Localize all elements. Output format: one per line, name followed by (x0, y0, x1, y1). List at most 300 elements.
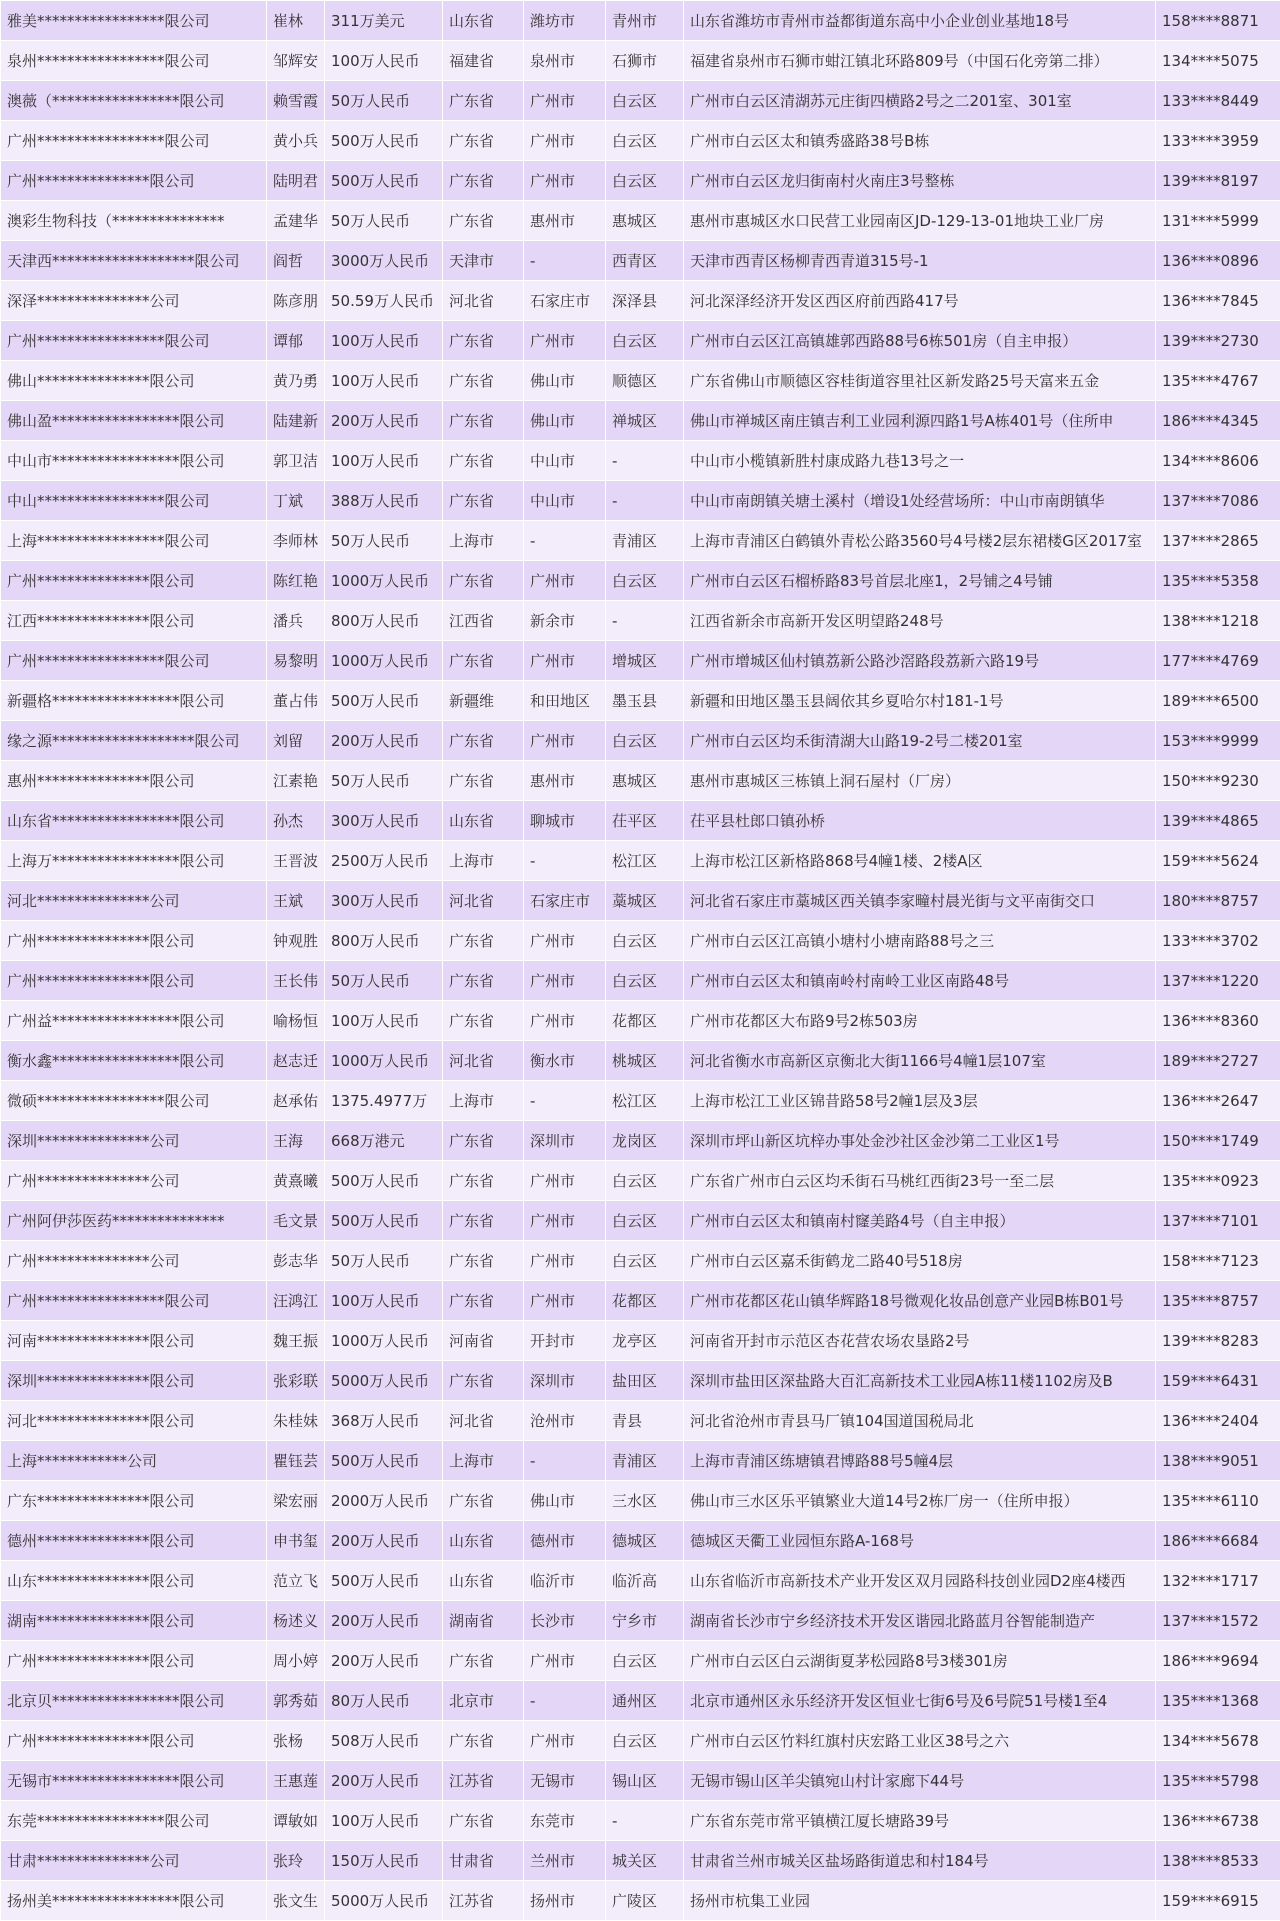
address-cell: 天津市西青区杨柳青西青道315号-1 (684, 241, 1156, 281)
company-name-cell: 广州***************限公司 (1, 161, 267, 201)
district-cell: 白云区 (606, 721, 684, 761)
province-cell: 广东省 (443, 921, 524, 961)
table-row (1, 921, 1280, 961)
company-name-cell: 新疆格*****************限公司 (1, 681, 267, 721)
company-name-cell: 广州*****************限公司 (1, 321, 267, 361)
legal-rep-cell: 范立飞 (267, 1561, 325, 1601)
legal-rep-cell: 赵承佑 (267, 1081, 325, 1121)
table-row (1, 121, 1280, 161)
legal-rep-cell: 李师林 (267, 521, 325, 561)
address-cell: 中山市南朗镇关塘土溪村（增设1处经营场所：中山市南朗镇华 (684, 481, 1156, 521)
phone-cell: 135****1368 (1156, 1681, 1280, 1721)
company-name-cell: 天津西*******************限公司 (1, 241, 267, 281)
legal-rep-cell: 崔林 (267, 1, 325, 41)
company-name-cell: 江西***************限公司 (1, 601, 267, 641)
company-name-cell: 广州***************限公司 (1, 961, 267, 1001)
table-row (1, 1721, 1280, 1761)
address-cell: 广州市白云区竹料红旗村庆宏路工业区38号之六 (684, 1721, 1156, 1761)
city-cell: 广州市 (524, 1201, 606, 1241)
district-cell: 惠城区 (606, 761, 684, 801)
company-name-cell: 缘之源*******************限公司 (1, 721, 267, 761)
phone-cell: 159****5624 (1156, 841, 1280, 881)
phone-cell: 134****5678 (1156, 1721, 1280, 1761)
legal-rep-cell: 江素艳 (267, 761, 325, 801)
district-cell: 龙亭区 (606, 1321, 684, 1361)
table-row (1, 801, 1280, 841)
province-cell: 新疆维 (443, 681, 524, 721)
company-name-cell: 深圳***************公司 (1, 1121, 267, 1161)
address-cell: 河北省沧州市青县马厂镇104国道国税局北 (684, 1401, 1156, 1441)
district-cell: 通州区 (606, 1681, 684, 1721)
legal-rep-cell: 谭敏如 (267, 1801, 325, 1841)
city-cell: 广州市 (524, 1641, 606, 1681)
address-cell: 广州市白云区龙归街南村火南庄3号整栋 (684, 161, 1156, 201)
district-cell: 德城区 (606, 1521, 684, 1561)
phone-cell: 158****7123 (1156, 1241, 1280, 1281)
legal-rep-cell: 丁斌 (267, 481, 325, 521)
address-cell: 广州市花都区花山镇华辉路18号微观化妆品创意产业园B栋B01号 (684, 1281, 1156, 1321)
legal-rep-cell: 张彩联 (267, 1361, 325, 1401)
company-name-cell: 广州***************公司 (1, 1241, 267, 1281)
phone-cell: 180****8757 (1156, 881, 1280, 921)
city-cell: - (524, 1081, 606, 1121)
city-cell: 衡水市 (524, 1041, 606, 1081)
table-row (1, 681, 1280, 721)
legal-rep-cell: 黄乃勇 (267, 361, 325, 401)
address-cell: 广州市白云区太和镇南村窿美路4号（自主申报） (684, 1201, 1156, 1241)
address-cell: 广东省东莞市常平镇横江厦长塘路39号 (684, 1801, 1156, 1841)
registered-capital-cell: 500万人民币 (325, 1161, 443, 1201)
city-cell: 广州市 (524, 561, 606, 601)
registered-capital-cell: 50万人民币 (325, 81, 443, 121)
province-cell: 北京市 (443, 1681, 524, 1721)
city-cell: 长沙市 (524, 1601, 606, 1641)
district-cell: - (606, 441, 684, 481)
city-cell: 广州市 (524, 1281, 606, 1321)
phone-cell: 135****4767 (1156, 361, 1280, 401)
registered-capital-cell: 668万港元 (325, 1121, 443, 1161)
registered-capital-cell: 3000万人民币 (325, 241, 443, 281)
legal-rep-cell: 黄小兵 (267, 121, 325, 161)
table-row (1, 1001, 1280, 1041)
province-cell: 福建省 (443, 41, 524, 81)
province-cell: 广东省 (443, 1801, 524, 1841)
province-cell: 江苏省 (443, 1761, 524, 1801)
legal-rep-cell: 陈红艳 (267, 561, 325, 601)
address-cell: 无锡市锡山区羊尖镇宛山村计家廊下44号 (684, 1761, 1156, 1801)
registered-capital-cell: 508万人民币 (325, 1721, 443, 1761)
city-cell: 聊城市 (524, 801, 606, 841)
company-name-cell: 佛山盈*****************限公司 (1, 401, 267, 441)
district-cell: 龙岗区 (606, 1121, 684, 1161)
company-name-cell: 广州*****************限公司 (1, 1281, 267, 1321)
province-cell: 广东省 (443, 401, 524, 441)
city-cell: - (524, 1681, 606, 1721)
company-name-cell: 雅美*****************限公司 (1, 1, 267, 41)
province-cell: 山东省 (443, 801, 524, 841)
registered-capital-cell: 1000万人民币 (325, 561, 443, 601)
city-cell: 佛山市 (524, 1481, 606, 1521)
district-cell: 深泽县 (606, 281, 684, 321)
phone-cell: 136****7845 (1156, 281, 1280, 321)
address-cell: 河北省石家庄市藁城区西关镇李家疃村晨光街与文平南街交口 (684, 881, 1156, 921)
city-cell: 新余市 (524, 601, 606, 641)
table-row (1, 281, 1280, 321)
district-cell: 白云区 (606, 1721, 684, 1761)
registered-capital-cell: 100万人民币 (325, 1001, 443, 1041)
province-cell: 江苏省 (443, 1881, 524, 1921)
company-name-cell: 广州益*****************限公司 (1, 1001, 267, 1041)
registered-capital-cell: 2500万人民币 (325, 841, 443, 881)
registered-capital-cell: 100万人民币 (325, 1281, 443, 1321)
province-cell: 广东省 (443, 121, 524, 161)
company-name-cell: 上海************公司 (1, 1441, 267, 1481)
legal-rep-cell: 张杨 (267, 1721, 325, 1761)
address-cell: 茌平县杜郎口镇孙桥 (684, 801, 1156, 841)
province-cell: 广东省 (443, 1641, 524, 1681)
phone-cell: 137****2865 (1156, 521, 1280, 561)
city-cell: 深圳市 (524, 1361, 606, 1401)
address-cell: 中山市小榄镇新胜村康成路九巷13号之一 (684, 441, 1156, 481)
phone-cell: 137****7086 (1156, 481, 1280, 521)
registered-capital-cell: 388万人民币 (325, 481, 443, 521)
province-cell: 广东省 (443, 321, 524, 361)
city-cell: 广州市 (524, 961, 606, 1001)
province-cell: 广东省 (443, 761, 524, 801)
legal-rep-cell: 刘留 (267, 721, 325, 761)
legal-rep-cell: 阎哲 (267, 241, 325, 281)
city-cell: 惠州市 (524, 761, 606, 801)
table-row (1, 1601, 1280, 1641)
province-cell: 广东省 (443, 721, 524, 761)
company-name-cell: 惠州***************限公司 (1, 761, 267, 801)
address-cell: 湖南省长沙市宁乡经济技术开发区谐园北路蓝月谷智能制造产 (684, 1601, 1156, 1641)
address-cell: 福建省泉州市石狮市蚶江镇北环路809号（中国石化旁第二排） (684, 41, 1156, 81)
city-cell: 无锡市 (524, 1761, 606, 1801)
table-row (1, 601, 1280, 641)
city-cell: 广州市 (524, 81, 606, 121)
district-cell: 白云区 (606, 1241, 684, 1281)
table-row (1, 1441, 1280, 1481)
table-row (1, 1841, 1280, 1881)
province-cell: 广东省 (443, 961, 524, 1001)
legal-rep-cell: 喻杨恒 (267, 1001, 325, 1041)
phone-cell: 136****8360 (1156, 1001, 1280, 1041)
table-row (1, 1481, 1280, 1521)
phone-cell: 131****5999 (1156, 201, 1280, 241)
registered-capital-cell: 200万人民币 (325, 1641, 443, 1681)
city-cell: - (524, 841, 606, 881)
company-name-cell: 泉州*****************限公司 (1, 41, 267, 81)
registered-capital-cell: 100万人民币 (325, 441, 443, 481)
address-cell: 广州市白云区清湖苏元庄街四横路2号之二201室、301室 (684, 81, 1156, 121)
legal-rep-cell: 王斌 (267, 881, 325, 921)
phone-cell: 139****8197 (1156, 161, 1280, 201)
legal-rep-cell: 杨述义 (267, 1601, 325, 1641)
registered-capital-cell: 500万人民币 (325, 681, 443, 721)
province-cell: 广东省 (443, 1281, 524, 1321)
city-cell: 和田地区 (524, 681, 606, 721)
province-cell: 河北省 (443, 281, 524, 321)
province-cell: 上海市 (443, 1081, 524, 1121)
registered-capital-cell: 50万人民币 (325, 521, 443, 561)
phone-cell: 137****7101 (1156, 1201, 1280, 1241)
registered-capital-cell: 150万人民币 (325, 1841, 443, 1881)
address-cell: 广东省广州市白云区均禾街石马桃红西街23号一至二层 (684, 1161, 1156, 1201)
company-name-cell: 衡水鑫*****************限公司 (1, 1041, 267, 1081)
province-cell: 上海市 (443, 841, 524, 881)
table-body (1, 1, 1280, 1921)
district-cell: 藁城区 (606, 881, 684, 921)
district-cell: 白云区 (606, 321, 684, 361)
district-cell: - (606, 481, 684, 521)
city-cell: 广州市 (524, 161, 606, 201)
province-cell: 广东省 (443, 561, 524, 601)
address-cell: 河北深泽经济开发区西区府前西路417号 (684, 281, 1156, 321)
city-cell: 沧州市 (524, 1401, 606, 1441)
registered-capital-cell: 1375.4977万 (325, 1081, 443, 1121)
company-name-cell: 深圳***************限公司 (1, 1361, 267, 1401)
phone-cell: 186****9694 (1156, 1641, 1280, 1681)
phone-cell: 132****1717 (1156, 1561, 1280, 1601)
province-cell: 上海市 (443, 521, 524, 561)
legal-rep-cell: 毛文景 (267, 1201, 325, 1241)
district-cell: 桃城区 (606, 1041, 684, 1081)
legal-rep-cell: 郭秀茹 (267, 1681, 325, 1721)
registered-capital-cell: 1000万人民币 (325, 1321, 443, 1361)
district-cell: 花都区 (606, 1281, 684, 1321)
table-row (1, 1761, 1280, 1801)
district-cell: - (606, 601, 684, 641)
province-cell: 山东省 (443, 1, 524, 41)
table-row (1, 961, 1280, 1001)
city-cell: 广州市 (524, 921, 606, 961)
district-cell: 临沂高 (606, 1561, 684, 1601)
registered-capital-cell: 1000万人民币 (325, 1041, 443, 1081)
table-row (1, 1361, 1280, 1401)
registered-capital-cell: 2000万人民币 (325, 1481, 443, 1521)
address-cell: 北京市通州区永乐经济开发区恒业七街6号及6号院51号楼1至4 (684, 1681, 1156, 1721)
legal-rep-cell: 梁宏丽 (267, 1481, 325, 1521)
phone-cell: 186****4345 (1156, 401, 1280, 441)
district-cell: 白云区 (606, 1161, 684, 1201)
province-cell: 河北省 (443, 1401, 524, 1441)
registered-capital-cell: 800万人民币 (325, 601, 443, 641)
address-cell: 广州市白云区江高镇雄郭西路88号6栋501房（自主申报） (684, 321, 1156, 361)
city-cell: 东莞市 (524, 1801, 606, 1841)
city-cell: 广州市 (524, 1241, 606, 1281)
phone-cell: 133****8449 (1156, 81, 1280, 121)
table-row (1, 1081, 1280, 1121)
registered-capital-cell: 100万人民币 (325, 321, 443, 361)
legal-rep-cell: 瞿钰芸 (267, 1441, 325, 1481)
phone-cell: 138****8533 (1156, 1841, 1280, 1881)
phone-cell: 153****9999 (1156, 721, 1280, 761)
phone-cell: 135****8757 (1156, 1281, 1280, 1321)
legal-rep-cell: 周小婷 (267, 1641, 325, 1681)
legal-rep-cell: 孙杰 (267, 801, 325, 841)
company-name-cell: 广州***************限公司 (1, 1641, 267, 1681)
company-name-cell: 湖南***************限公司 (1, 1601, 267, 1641)
legal-rep-cell: 邹辉安 (267, 41, 325, 81)
phone-cell: 189****6500 (1156, 681, 1280, 721)
table-row (1, 1, 1280, 41)
district-cell: - (606, 1801, 684, 1841)
registered-capital-cell: 50万人民币 (325, 761, 443, 801)
table-row (1, 361, 1280, 401)
province-cell: 广东省 (443, 1001, 524, 1041)
province-cell: 山东省 (443, 1561, 524, 1601)
registered-capital-cell: 50.59万人民币 (325, 281, 443, 321)
city-cell: 德州市 (524, 1521, 606, 1561)
registered-capital-cell: 1000万人民币 (325, 641, 443, 681)
district-cell: 西青区 (606, 241, 684, 281)
registered-capital-cell: 80万人民币 (325, 1681, 443, 1721)
phone-cell: 135****0923 (1156, 1161, 1280, 1201)
table-row (1, 1201, 1280, 1241)
phone-cell: 159****6431 (1156, 1361, 1280, 1401)
phone-cell: 138****9051 (1156, 1441, 1280, 1481)
registered-capital-cell: 5000万人民币 (325, 1881, 443, 1921)
company-name-cell: 深泽***************公司 (1, 281, 267, 321)
legal-rep-cell: 潘兵 (267, 601, 325, 641)
company-name-cell: 微硕*****************限公司 (1, 1081, 267, 1121)
province-cell: 广东省 (443, 1201, 524, 1241)
legal-rep-cell: 陆明君 (267, 161, 325, 201)
registered-capital-cell: 200万人民币 (325, 721, 443, 761)
province-cell: 广东省 (443, 641, 524, 681)
address-cell: 甘肃省兰州市城关区盐场路街道忠和村184号 (684, 1841, 1156, 1881)
phone-cell: 136****6738 (1156, 1801, 1280, 1841)
address-cell: 江西省新余市高新开发区明望路248号 (684, 601, 1156, 641)
table-row (1, 401, 1280, 441)
phone-cell: 136****2647 (1156, 1081, 1280, 1121)
address-cell: 广州市白云区嘉禾街鹤龙二路40号518房 (684, 1241, 1156, 1281)
address-cell: 广州市花都区大布路9号2栋503房 (684, 1001, 1156, 1041)
province-cell: 广东省 (443, 161, 524, 201)
city-cell: - (524, 1441, 606, 1481)
legal-rep-cell: 陈彦朋 (267, 281, 325, 321)
phone-cell: 134****8606 (1156, 441, 1280, 481)
legal-rep-cell: 赵志迁 (267, 1041, 325, 1081)
table-row (1, 521, 1280, 561)
city-cell: 广州市 (524, 1721, 606, 1761)
address-cell: 山东省潍坊市青州市益都街道东高中小企业创业基地18号 (684, 1, 1156, 41)
table-row (1, 1681, 1280, 1721)
city-cell: - (524, 521, 606, 561)
province-cell: 广东省 (443, 1121, 524, 1161)
registered-capital-cell: 50万人民币 (325, 1241, 443, 1281)
district-cell: 白云区 (606, 1201, 684, 1241)
phone-cell: 139****4865 (1156, 801, 1280, 841)
phone-cell: 137****1220 (1156, 961, 1280, 1001)
registered-capital-cell: 500万人民币 (325, 1441, 443, 1481)
company-name-cell: 广州阿伊莎医药*************** (1, 1201, 267, 1241)
address-cell: 广州市白云区均禾街清湖大山路19-2号二楼201室 (684, 721, 1156, 761)
company-name-cell: 德州***************限公司 (1, 1521, 267, 1561)
district-cell: 白云区 (606, 961, 684, 1001)
table-row (1, 1561, 1280, 1601)
address-cell: 新疆和田地区墨玉县阔依其乡夏哈尔村181-1号 (684, 681, 1156, 721)
address-cell: 惠州市惠城区三栋镇上洞石屋村（厂房） (684, 761, 1156, 801)
legal-rep-cell: 黄熹曦 (267, 1161, 325, 1201)
city-cell: 泉州市 (524, 41, 606, 81)
company-name-cell: 中山*****************限公司 (1, 481, 267, 521)
table-row (1, 81, 1280, 121)
city-cell: 佛山市 (524, 361, 606, 401)
table-row (1, 1401, 1280, 1441)
company-name-cell: 中山市*****************限公司 (1, 441, 267, 481)
company-name-cell: 上海万*****************限公司 (1, 841, 267, 881)
company-name-cell: 广东***************限公司 (1, 1481, 267, 1521)
company-name-cell: 无锡市*****************限公司 (1, 1761, 267, 1801)
phone-cell: 136****2404 (1156, 1401, 1280, 1441)
company-name-cell: 广州***************限公司 (1, 921, 267, 961)
province-cell: 广东省 (443, 481, 524, 521)
address-cell: 深圳市坪山新区坑梓办事处金沙社区金沙第二工业区1号 (684, 1121, 1156, 1161)
district-cell: 广陵区 (606, 1881, 684, 1921)
address-cell: 上海市青浦区练塘镇君博路88号5幢4层 (684, 1441, 1156, 1481)
company-name-cell: 河北***************公司 (1, 881, 267, 921)
province-cell: 江西省 (443, 601, 524, 641)
district-cell: 白云区 (606, 561, 684, 601)
table-row (1, 1241, 1280, 1281)
legal-rep-cell: 汪鸿江 (267, 1281, 325, 1321)
province-cell: 山东省 (443, 1521, 524, 1561)
table-row (1, 1281, 1280, 1321)
company-name-cell: 佛山***************限公司 (1, 361, 267, 401)
district-cell: 白云区 (606, 121, 684, 161)
table-row (1, 1881, 1280, 1921)
registered-capital-cell: 300万人民币 (325, 801, 443, 841)
address-cell: 广州市白云区江高镇小塘村小塘南路88号之三 (684, 921, 1156, 961)
registered-capital-cell: 100万人民币 (325, 41, 443, 81)
legal-rep-cell: 谭郁 (267, 321, 325, 361)
city-cell: 开封市 (524, 1321, 606, 1361)
registered-capital-cell: 800万人民币 (325, 921, 443, 961)
company-name-cell: 上海*****************限公司 (1, 521, 267, 561)
district-cell: 宁乡市 (606, 1601, 684, 1641)
phone-cell: 135****5358 (1156, 561, 1280, 601)
table-row (1, 881, 1280, 921)
address-cell: 广州市白云区太和镇南岭村南岭工业区南路48号 (684, 961, 1156, 1001)
company-name-cell: 广州*****************限公司 (1, 121, 267, 161)
district-cell: 松江区 (606, 1081, 684, 1121)
city-cell: 临沂市 (524, 1561, 606, 1601)
legal-rep-cell: 郭卫洁 (267, 441, 325, 481)
district-cell: 禅城区 (606, 401, 684, 441)
phone-cell: 133****3702 (1156, 921, 1280, 961)
phone-cell: 138****1218 (1156, 601, 1280, 641)
province-cell: 湖南省 (443, 1601, 524, 1641)
district-cell: 青浦区 (606, 521, 684, 561)
legal-rep-cell: 朱桂妹 (267, 1401, 325, 1441)
registered-capital-cell: 500万人民币 (325, 1201, 443, 1241)
table-row (1, 1321, 1280, 1361)
city-cell: 广州市 (524, 1001, 606, 1041)
phone-cell: 177****4769 (1156, 641, 1280, 681)
address-cell: 上海市松江区新格路868号4幢1楼、2楼A区 (684, 841, 1156, 881)
address-cell: 广州市白云区石榴桥路83号首层北座1，2号铺之4号铺 (684, 561, 1156, 601)
district-cell: 松江区 (606, 841, 684, 881)
phone-cell: 134****5075 (1156, 41, 1280, 81)
table-row (1, 201, 1280, 241)
phone-cell: 150****1749 (1156, 1121, 1280, 1161)
address-cell: 佛山市禅城区南庄镇吉利工业园利源四路1号A栋401号（住所申 (684, 401, 1156, 441)
city-cell: 石家庄市 (524, 281, 606, 321)
district-cell: 白云区 (606, 1641, 684, 1681)
province-cell: 广东省 (443, 1161, 524, 1201)
